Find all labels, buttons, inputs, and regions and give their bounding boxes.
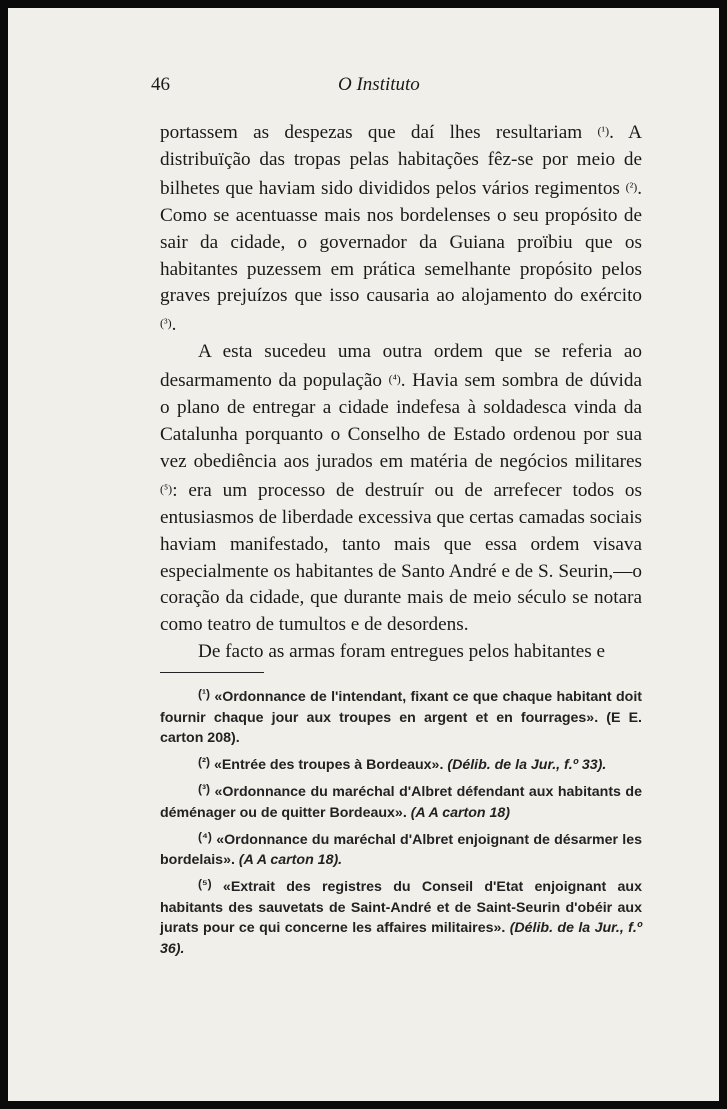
- text-span: . Havia sem sombra de dúvida o plano de entregar a cidade indefesa à soldadesca vinda da Catalunha porquanto o Conselho de Estado ordenou por sua vez obediência aos jurados em matéria de negócios militares: [160, 370, 642, 472]
- footnote-text: «Extrait des registres du Conseil d'Etat enjoignant aux habitants des sauvetats de Saint-André et de Saint-Seurin d'obéir aux jurats pour ce qui concerne les affaires militaires».: [160, 879, 642, 936]
- footnote-mark: (³): [198, 782, 210, 796]
- main-text: [160, 118, 642, 666]
- footnote-3: [160, 779, 642, 823]
- footnote-mark: (²): [198, 755, 210, 769]
- text-span: . A distribuïção das tropas pelas habitações fêz-se por meio de bilhetes que haviam sido divididos pelos vários regimentos: [160, 122, 642, 199]
- footnote-ref-1: (¹): [597, 124, 610, 138]
- footnote-source: (A A carton 18): [410, 804, 511, 821]
- paragraph-1: [160, 118, 642, 339]
- footnote-ref-4: (⁴): [388, 372, 401, 387]
- footnote-text: «Entrée des troupes à Bordeaux».: [210, 757, 448, 773]
- paragraph-3: De facto as armas foram entregues pelos habitantes e: [198, 641, 606, 663]
- footnote-text: «Ordonnance du maréchal d'Albret défendant aux habitants de déménager ou de quitter Bordeaux».: [160, 784, 642, 821]
- footnote-ref-5: (⁵): [160, 481, 173, 496]
- footnotes: [160, 684, 642, 963]
- paragraph-2: [160, 339, 642, 639]
- footnote-4: [160, 827, 642, 871]
- footnote-ref-2: (²): [625, 179, 638, 194]
- footnote-text: «Ordonnance du maréchal d'Albret enjoignant de désarmer les bordelais».: [160, 831, 642, 868]
- footnote-source: (A A carton 18).: [238, 852, 343, 868]
- footnote-separator: [160, 672, 264, 673]
- footnote-2: [160, 752, 642, 776]
- page-number: 46: [151, 74, 170, 95]
- book-page: [8, 8, 719, 1101]
- footnote-text: «Ordonnance de l'intendant, fixant ce que chaque habitant doit fournir chaque jour aux troupes en argent et en fourrages». (E E. carton 208).: [160, 689, 642, 746]
- footnote-source: (Délib. de la Jur., f.º 36).: [160, 920, 642, 957]
- footnote-source: (Délib. de la Jur., f.º 33).: [447, 757, 607, 773]
- running-title: O Instituto: [338, 74, 420, 95]
- footnote-mark: (¹): [198, 687, 210, 701]
- footnote-5: [160, 874, 642, 959]
- text-span: .: [171, 314, 177, 336]
- footnote-mark: (⁴): [198, 829, 212, 844]
- footnote-mark: (⁵): [198, 877, 212, 891]
- footnote-1: [160, 684, 642, 749]
- text-span: portassem as despezas que daí lhes resultariam: [160, 122, 598, 143]
- footnote-ref-3: (³): [160, 316, 172, 331]
- text-span: A esta sucedeu uma outra ordem que se referia ao desarmamento da população: [160, 341, 642, 392]
- text-span: . Como se acentuasse mais nos bordelenses o seu propósito de sair da cidade, o governador da Guiana proïbiu que os habitantes puzessem em prática semelhante propósito pelos graves prejuízos que isso causaria ao alojamento do exército: [160, 177, 642, 307]
- page-header: [8, 74, 719, 98]
- text-span: : era um processo de destruír ou de arrefecer todos os entusiasmos de liberdade excessiva que certas camadas sociais haviam manifestado, tanto mais que essa ordem visava especialmente os habitantes de Santo André e de S. Seurin,—o coração da cidade, que durante mais de meio século se notara como teatro de tumultos e de desordens.: [160, 479, 642, 636]
